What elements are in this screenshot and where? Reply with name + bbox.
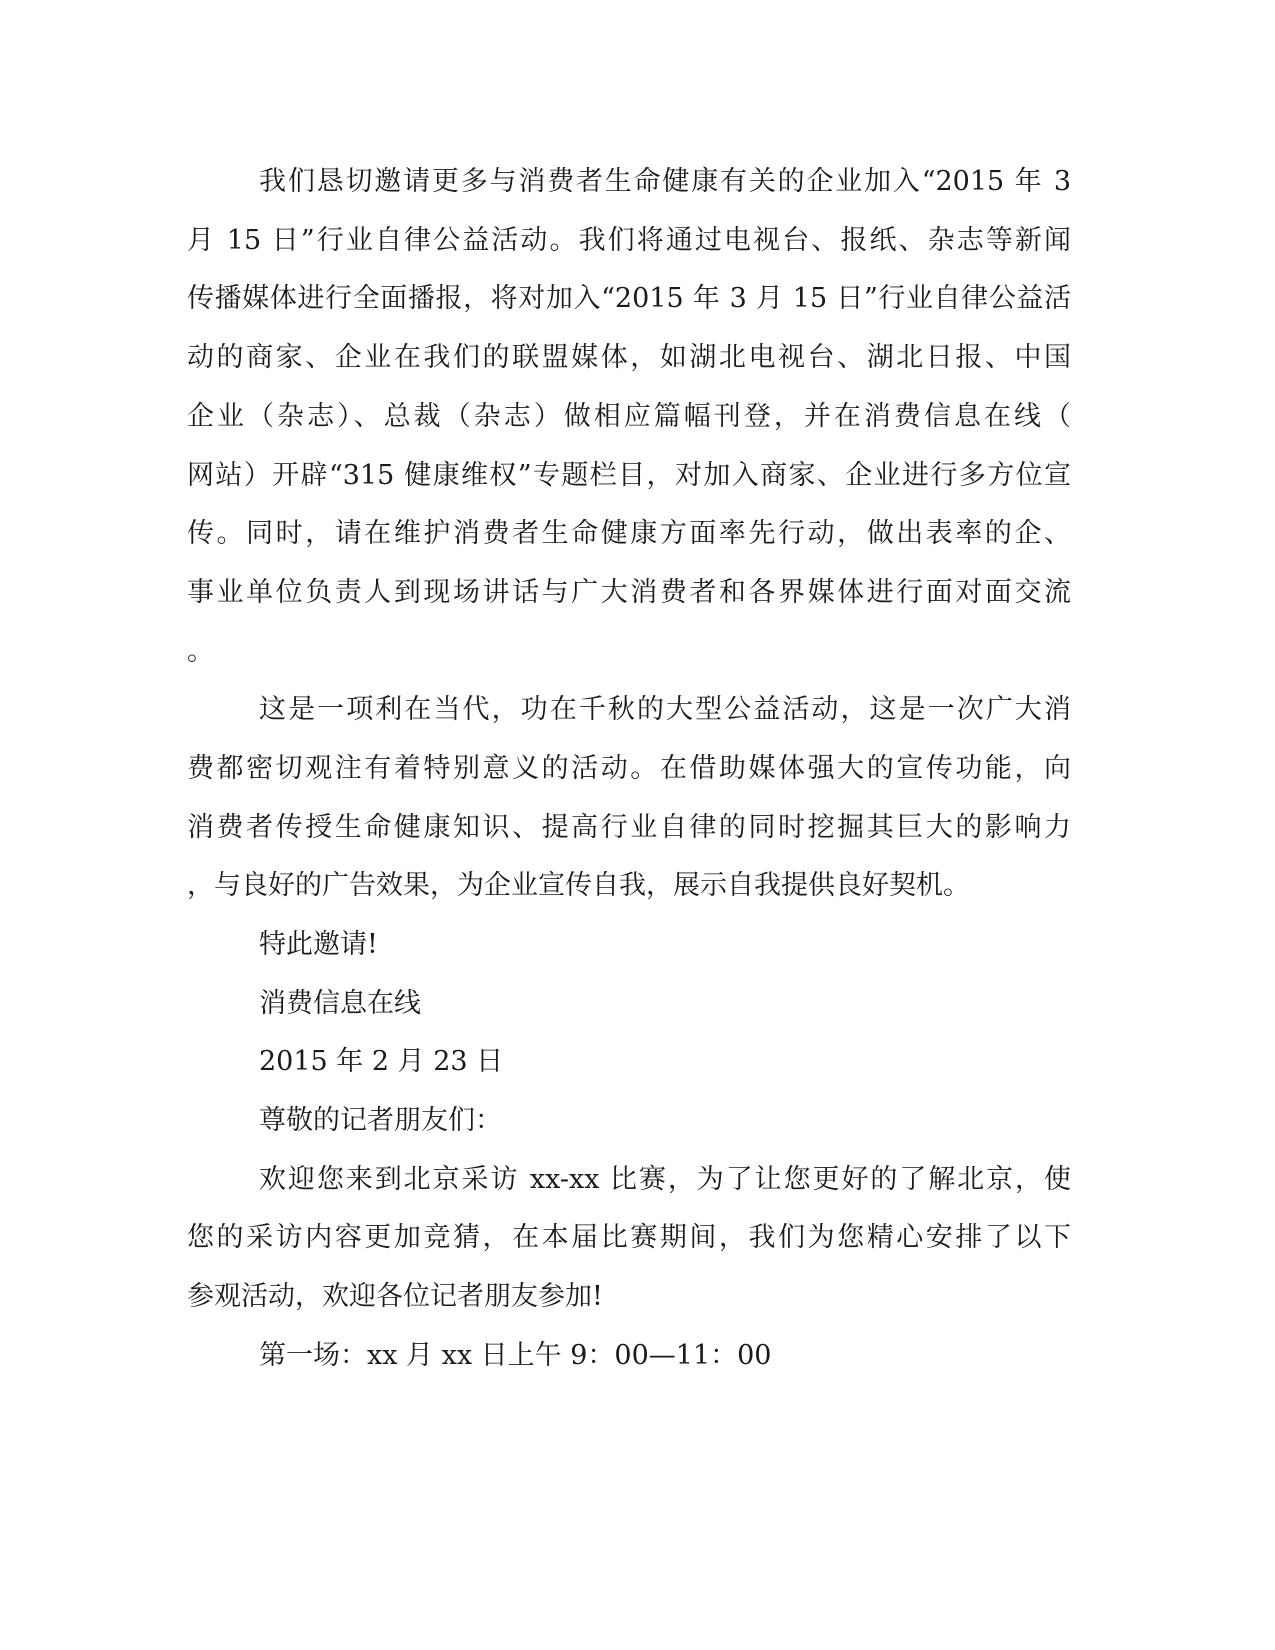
paragraph-line: 参观活动，欢迎各位记者朋友参加! [187,1281,603,1312]
paragraph-line: 传播媒体进行全面播报，将对加入“2015 年 3 月 15 日”行业自律公益活 [187,283,1071,314]
paragraph-line: 月 15 日”行业自律公益活动。我们将通过电视台、报纸、杂志等新闻 [187,225,1071,256]
paragraph-line: 动的商家、企业在我们的联盟媒体，如湖北电视台、湖北日报、中国 [187,342,1071,373]
paragraph-line: 网站）开辟“315 健康维权”专题栏目，对加入商家、企业进行多方位宣 [187,460,1071,491]
paragraph-line: 这是一项利在当代，功在千秋的大型公益活动，这是一次广大消 [259,694,1071,725]
paragraph-line: 欢迎您来到北京采访 xx-xx 比赛，为了让您更好的了解北京，使 [259,1164,1071,1195]
paragraph-line: 您的采访内容更加竞猜，在本届比赛期间，我们为您精心安排了以下 [187,1222,1071,1253]
paragraph-line: 我们恳切邀请更多与消费者生命健康有关的企业加入“2015 年 3 [259,166,1071,197]
paragraph-line: 企业（杂志）、总裁（杂志）做相应篇幅刊登，并在消费信息在线（ [187,401,1071,432]
letter-date: 2015 年 2 月 23 日 [259,1046,504,1077]
closing-invite: 特此邀请! [259,929,378,960]
paragraph-line: 。 [187,636,214,667]
paragraph-line: 传。同时，请在维护消费者生命健康方面率先行动，做出表率的企、 [187,518,1071,549]
sender-name: 消费信息在线 [259,988,421,1019]
greeting: 尊敬的记者朋友们： [259,1105,502,1136]
session-1-time: 第一场：xx 月 xx 日上午 9：00—11：00 [259,1340,772,1371]
paragraph-line: ，与良好的广告效果，为企业宣传自我，展示自我提供良好契机。 [187,870,970,901]
paragraph-line: 费都密切观注有着特别意义的活动。在借助媒体强大的宣传功能，向 [187,753,1071,784]
paragraph-line: 事业单位负责人到现场讲话与广大消费者和各界媒体进行面对面交流 [187,577,1071,608]
paragraph-line: 消费者传授生命健康知识、提高行业自律的同时挖掘其巨大的影响力 [187,812,1071,843]
